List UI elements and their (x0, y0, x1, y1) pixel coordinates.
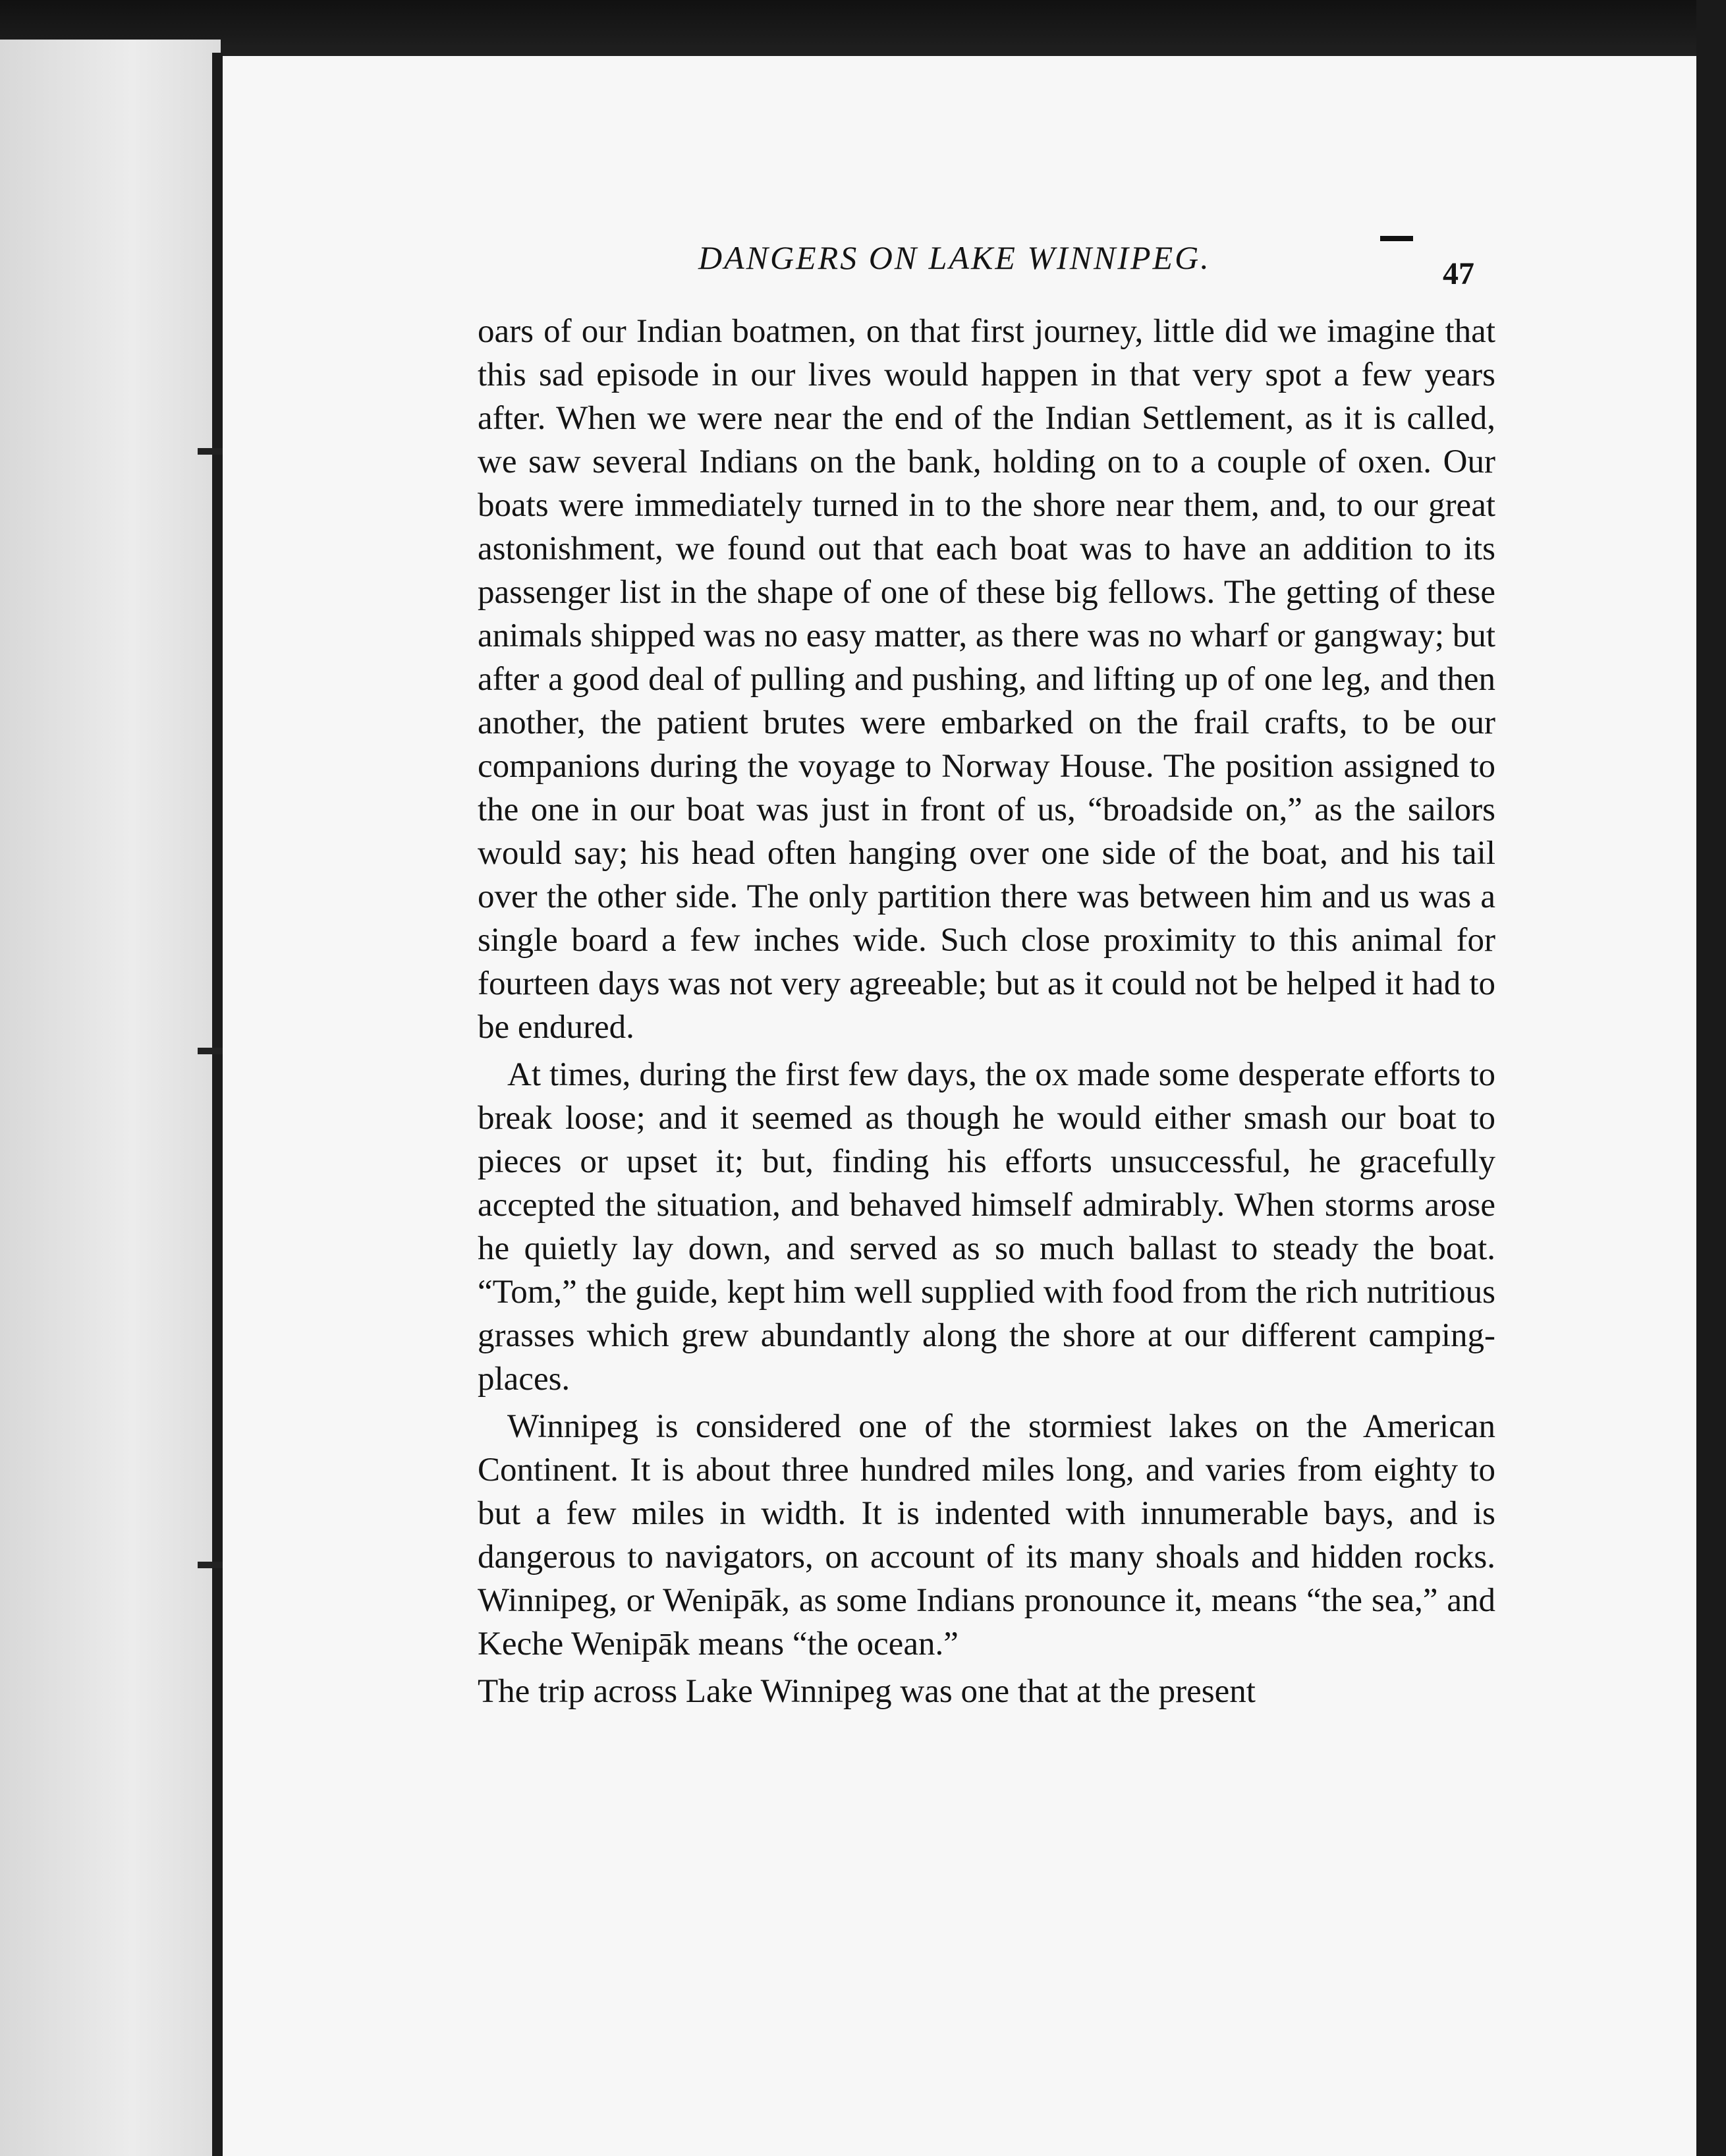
paragraph: At times, during the first few days, the ox made some desperate efforts to break loose; and it seemed as though he would either smash our boat to pieces or upset it; but, finding his efforts unsuccessful, he gracefully accepted the situation, and behaved himself admirably. When storms arose he quietly lay down, and served as so much ballast to steady the boat. “Tom,” the guide, kept him well supplied with food from the rich nutritious grasses which grew abundantly along the shore at our different camping-places. (478, 1056, 1495, 1398)
left-facing-page (0, 40, 221, 2156)
page-body (478, 310, 1495, 1717)
scan-right-edge (1696, 0, 1726, 2156)
book-spine-shadow (212, 53, 223, 2156)
paragraph: oars of our Indian boatmen, on that first journey, little did we imagine that this sad episode in our lives would happen in that very spot a few years after. When we were near the end of the Indian Settlement, as it is called, we saw several Indians on the bank, holding on to a couple of oxen. Our boats were immediately turned in to the shore near them, and, to our great astonishment, we found out that each boat was to have an addition to its passenger list in the shape of one of these big fellows. The getting of these animals shipped was no easy matter, as there was no wharf or gangway; but after a good deal of pulling and pushing, and lifting up of one leg, and then another, the patient brutes were embarked on the frail crafts, to be our companions during the voyage to Norway House. The position assigned to the one in our boat was just in front of us, “broadside on,” as the sailors would say; his head often hanging over one side of the boat, and his tail over the other side. The only partition there was between him and us was a single board a few inches wide. Such close proximity to this animal for fourteen days was not very agreeable; but as it could not be helped it had to be endured. (478, 313, 1495, 1046)
running-title: DANGERS ON LAKE WINNIPEG. (698, 239, 1211, 276)
page-number: 47 (1443, 256, 1474, 291)
scan-top-edge (0, 0, 1726, 63)
paragraph: The trip across Lake Winnipeg was one that at the present (478, 1673, 1256, 1710)
paragraph: Winnipeg is considered one of the stormiest lakes on the American Continent. It is about three hundred miles long, and varies from eighty to but a few miles in width. It is indented with innumerable bays, and is dangerous to navigators, on account of its many shoals and hidden rocks. Winnipeg, or Wenipāk, as some Indians pronounce it, means “the sea,” and Keche Wenipāk means “the ocean.” (478, 1408, 1495, 1662)
